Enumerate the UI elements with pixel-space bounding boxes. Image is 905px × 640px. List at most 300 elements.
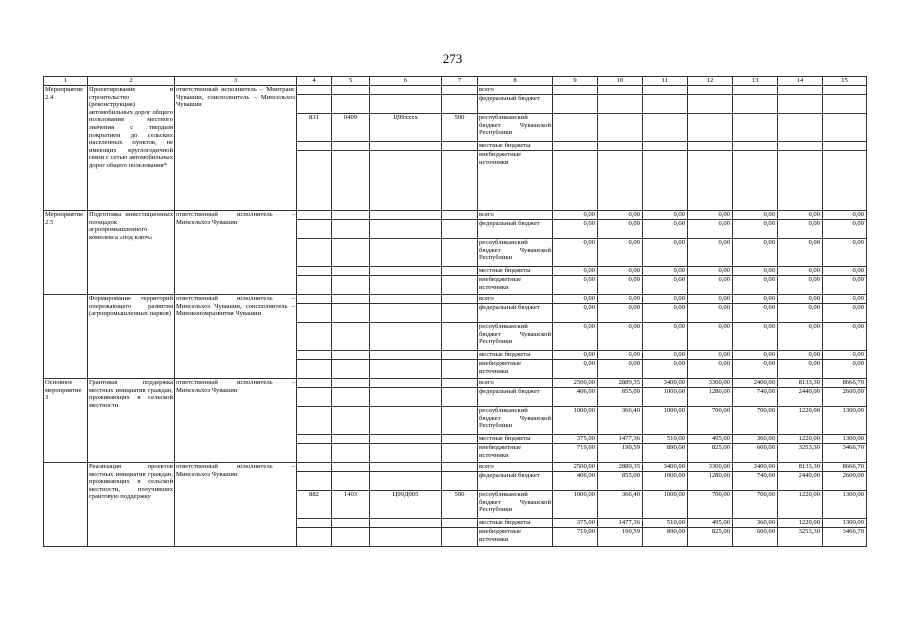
table-row (44, 211, 867, 220)
grbs-code-cell (297, 323, 332, 351)
section-code-cell (332, 360, 370, 379)
section-code-cell (332, 463, 370, 472)
target-article-cell (370, 220, 442, 239)
funding-source-cell: республиканский бюджет Чувашской Республики (478, 491, 553, 519)
funding-source-cell: всего (478, 86, 553, 95)
value-cell (688, 142, 733, 151)
column-number: 1 (44, 77, 88, 86)
funding-source-cell: местные бюджеты (478, 351, 553, 360)
grbs-code-cell (297, 528, 332, 547)
value-cell: 0,00 (598, 211, 643, 220)
value-cell: 0,00 (733, 360, 778, 379)
funding-source-cell: республиканский бюджет Чувашской Республики (478, 323, 553, 351)
expense-type-cell (442, 276, 478, 295)
expense-type-cell (442, 323, 478, 351)
value-cell: 890,00 (643, 528, 688, 547)
value-cell: 0,00 (733, 267, 778, 276)
section-code-cell (332, 86, 370, 95)
value-cell (733, 86, 778, 95)
value-cell: 8133,30 (778, 463, 823, 472)
value-cell: 740,00 (733, 472, 778, 491)
activity-name-cell: Реализация проектов местных инициатив граждан, проживающих в сельской местности, получивших грантовую поддержку (88, 463, 175, 547)
column-number: 7 (442, 77, 478, 86)
target-article-cell: Ц99Д005 (370, 491, 442, 519)
funding-source-cell: местные бюджеты (478, 267, 553, 276)
value-cell: 0,00 (553, 360, 598, 379)
value-cell: 0,00 (643, 276, 688, 295)
value-cell: 0,00 (688, 304, 733, 323)
value-cell: 700,00 (688, 491, 733, 519)
expense-type-cell (442, 95, 478, 114)
funding-source-cell: внебюджетные источники (478, 528, 553, 547)
value-cell: 0,00 (733, 351, 778, 360)
value-cell: 855,00 (598, 472, 643, 491)
section-code-cell: 1403 (332, 491, 370, 519)
grbs-code-cell (297, 472, 332, 491)
value-cell: 825,00 (688, 528, 733, 547)
value-cell: 0,00 (688, 220, 733, 239)
value-cell: 0,00 (778, 239, 823, 267)
grbs-code-cell (297, 86, 332, 95)
value-cell: 0,00 (553, 351, 598, 360)
value-cell: 1280,00 (688, 472, 733, 491)
value-cell: 8666,70 (823, 379, 867, 388)
value-cell: 3400,00 (643, 379, 688, 388)
value-cell (643, 114, 688, 142)
grbs-code-cell (297, 407, 332, 435)
section-code-cell (332, 95, 370, 114)
target-article-cell (370, 304, 442, 323)
value-cell (598, 114, 643, 142)
target-article-cell (370, 142, 442, 151)
section-code-cell (332, 220, 370, 239)
value-cell: 600,00 (733, 444, 778, 463)
value-cell: 8133,30 (778, 379, 823, 388)
value-cell: 2400,00 (733, 379, 778, 388)
column-number: 14 (778, 77, 823, 86)
value-cell: 1477,36 (598, 435, 643, 444)
value-cell: 719,00 (553, 528, 598, 547)
grbs-code-cell (297, 304, 332, 323)
column-number: 9 (553, 77, 598, 86)
value-cell: 0,00 (643, 239, 688, 267)
value-cell (823, 86, 867, 95)
value-cell: 855,00 (598, 388, 643, 407)
value-cell: 0,00 (643, 220, 688, 239)
value-cell (643, 86, 688, 95)
value-cell: 0,00 (778, 295, 823, 304)
value-cell: 375,00 (553, 519, 598, 528)
value-cell (823, 151, 867, 211)
activity-name-cell: Грантовая поддержка местных инициатив граждан, проживающих в сельской местности (88, 379, 175, 463)
value-cell: 0,00 (823, 211, 867, 220)
grbs-code-cell: 831 (297, 114, 332, 142)
value-cell (778, 151, 823, 211)
value-cell: 3466,70 (823, 444, 867, 463)
value-cell: 0,00 (778, 304, 823, 323)
value-cell: 0,00 (778, 360, 823, 379)
activity-status-cell: Мероприятие 2.5 (44, 211, 88, 295)
expense-type-cell (442, 142, 478, 151)
section-code-cell (332, 211, 370, 220)
value-cell: 0,00 (688, 323, 733, 351)
value-cell: 190,59 (598, 528, 643, 547)
column-number-row (44, 77, 867, 86)
value-cell: 0,00 (643, 267, 688, 276)
value-cell: 3300,00 (688, 463, 733, 472)
value-cell: 0,00 (598, 239, 643, 267)
value-cell: 0,00 (598, 323, 643, 351)
column-number: 12 (688, 77, 733, 86)
expense-type-cell (442, 151, 478, 211)
value-cell: 510,00 (643, 519, 688, 528)
value-cell: 0,00 (733, 295, 778, 304)
funding-source-cell: всего (478, 211, 553, 220)
target-article-cell (370, 211, 442, 220)
value-cell: 3466,70 (823, 528, 867, 547)
value-cell (823, 95, 867, 114)
section-code-cell (332, 472, 370, 491)
value-cell: 1300,00 (823, 491, 867, 519)
column-number: 4 (297, 77, 332, 86)
executor-cell: ответственный исполнитель – Минсельхоз Чувашии (175, 463, 297, 547)
target-article-cell (370, 95, 442, 114)
value-cell: 0,00 (688, 351, 733, 360)
value-cell: 406,00 (553, 472, 598, 491)
value-cell: 0,00 (598, 267, 643, 276)
value-cell: 0,00 (598, 351, 643, 360)
value-cell (733, 142, 778, 151)
value-cell: 0,00 (778, 276, 823, 295)
value-cell: 406,00 (553, 388, 598, 407)
value-cell: 360,00 (733, 435, 778, 444)
section-code-cell (332, 142, 370, 151)
grbs-code-cell (297, 151, 332, 211)
section-code-cell (332, 295, 370, 304)
funding-source-cell: всего (478, 463, 553, 472)
value-cell: 0,00 (643, 295, 688, 304)
column-number: 13 (733, 77, 778, 86)
grbs-code-cell (297, 435, 332, 444)
value-cell: 0,00 (643, 211, 688, 220)
funding-source-cell: федеральный бюджет (478, 304, 553, 323)
target-article-cell (370, 379, 442, 388)
funding-source-cell: федеральный бюджет (478, 388, 553, 407)
expense-type-cell (442, 463, 478, 472)
value-cell: 495,00 (688, 435, 733, 444)
funding-source-cell: местные бюджеты (478, 519, 553, 528)
value-cell: 1220,00 (778, 407, 823, 435)
column-number: 11 (643, 77, 688, 86)
grbs-code-cell (297, 444, 332, 463)
value-cell: 700,00 (688, 407, 733, 435)
value-cell (688, 86, 733, 95)
value-cell: 360,00 (733, 519, 778, 528)
value-cell: 1000,00 (553, 491, 598, 519)
value-cell: 3400,00 (643, 463, 688, 472)
value-cell: 2600,00 (823, 388, 867, 407)
grbs-code-cell (297, 360, 332, 379)
value-cell: 0,00 (733, 211, 778, 220)
value-cell: 0,00 (688, 267, 733, 276)
value-cell: 0,00 (553, 276, 598, 295)
section-code-cell (332, 151, 370, 211)
value-cell: 0,00 (643, 323, 688, 351)
target-article-cell (370, 86, 442, 95)
funding-source-cell: федеральный бюджет (478, 95, 553, 114)
funding-source-cell: местные бюджеты (478, 142, 553, 151)
grbs-code-cell (297, 211, 332, 220)
target-article-cell: Ц99xxxx (370, 114, 442, 142)
column-number: 8 (478, 77, 553, 86)
value-cell (823, 114, 867, 142)
value-cell: 510,00 (643, 435, 688, 444)
funding-source-cell: всего (478, 379, 553, 388)
section-code-cell (332, 407, 370, 435)
value-cell: 1000,00 (553, 407, 598, 435)
section-code-cell (332, 239, 370, 267)
column-number: 3 (175, 77, 297, 86)
value-cell: 0,00 (733, 239, 778, 267)
section-code-cell (332, 267, 370, 276)
funding-source-cell: всего (478, 295, 553, 304)
value-cell (778, 95, 823, 114)
value-cell: 1220,00 (778, 519, 823, 528)
target-article-cell (370, 239, 442, 267)
activity-status-cell: Мероприятие 2.4 (44, 86, 88, 211)
value-cell: 1000,00 (643, 407, 688, 435)
value-cell: 0,00 (553, 211, 598, 220)
value-cell: 0,00 (733, 220, 778, 239)
value-cell (778, 86, 823, 95)
value-cell: 0,00 (553, 239, 598, 267)
value-cell: 1220,00 (778, 491, 823, 519)
grbs-code-cell (297, 142, 332, 151)
value-cell: 0,00 (688, 276, 733, 295)
value-cell: 0,00 (778, 211, 823, 220)
value-cell: 1220,00 (778, 435, 823, 444)
column-number: 15 (823, 77, 867, 86)
value-cell: 190,59 (598, 444, 643, 463)
value-cell: 2600,00 (823, 472, 867, 491)
value-cell: 0,00 (553, 267, 598, 276)
section-code-cell (332, 351, 370, 360)
value-cell: 0,00 (778, 323, 823, 351)
expense-type-cell (442, 304, 478, 323)
value-cell: 0,00 (553, 304, 598, 323)
column-number: 10 (598, 77, 643, 86)
funding-source-cell: федеральный бюджет (478, 220, 553, 239)
expense-type-cell (442, 435, 478, 444)
expense-type-cell (442, 220, 478, 239)
value-cell: 8666,70 (823, 463, 867, 472)
funding-source-cell: республиканский бюджет Чувашской Республики (478, 239, 553, 267)
target-article-cell (370, 407, 442, 435)
grbs-code-cell (297, 463, 332, 472)
value-cell: 0,00 (823, 220, 867, 239)
value-cell: 740,00 (733, 388, 778, 407)
value-cell (553, 151, 598, 211)
value-cell (553, 114, 598, 142)
grbs-code-cell (297, 388, 332, 407)
table-row (44, 86, 867, 95)
section-code-cell: 0409 (332, 114, 370, 142)
expense-type-cell (442, 211, 478, 220)
section-code-cell (332, 323, 370, 351)
section-code-cell (332, 388, 370, 407)
target-article-cell (370, 151, 442, 211)
section-code-cell (332, 435, 370, 444)
funding-source-cell: внебюджетные источники (478, 151, 553, 211)
value-cell: 0,00 (823, 351, 867, 360)
section-code-cell (332, 519, 370, 528)
expense-type-cell (442, 86, 478, 95)
value-cell: 366,40 (598, 407, 643, 435)
funding-source-cell: внебюджетные источники (478, 360, 553, 379)
expense-type-cell (442, 267, 478, 276)
value-cell: 1300,00 (823, 435, 867, 444)
grbs-code-cell (297, 276, 332, 295)
value-cell: 2500,00 (553, 379, 598, 388)
expense-type-cell: 500 (442, 114, 478, 142)
value-cell (598, 95, 643, 114)
value-cell: 0,00 (733, 276, 778, 295)
value-cell: 495,00 (688, 519, 733, 528)
target-article-cell (370, 388, 442, 407)
expense-type-cell (442, 388, 478, 407)
value-cell: 0,00 (823, 360, 867, 379)
table-row (44, 463, 867, 472)
value-cell (553, 95, 598, 114)
value-cell: 0,00 (598, 220, 643, 239)
executor-cell: ответственный исполнитель – Минтранс Чувашии, соисполнитель – Минсельхоз Чувашии (175, 86, 297, 211)
funding-source-cell: местные бюджеты (478, 435, 553, 444)
expense-type-cell (442, 519, 478, 528)
grbs-code-cell: 882 (297, 491, 332, 519)
budget-table (43, 76, 867, 547)
target-article-cell (370, 276, 442, 295)
column-number: 5 (332, 77, 370, 86)
value-cell (643, 142, 688, 151)
value-cell: 0,00 (553, 323, 598, 351)
value-cell (778, 142, 823, 151)
value-cell: 0,00 (823, 276, 867, 295)
target-article-cell (370, 360, 442, 379)
target-article-cell (370, 295, 442, 304)
target-article-cell (370, 472, 442, 491)
value-cell: 366,40 (598, 491, 643, 519)
funding-source-cell: внебюджетные источники (478, 444, 553, 463)
grbs-code-cell (297, 351, 332, 360)
value-cell: 3300,00 (688, 379, 733, 388)
value-cell (598, 151, 643, 211)
activity-status-cell (44, 295, 88, 379)
value-cell (688, 114, 733, 142)
value-cell: 1000,00 (643, 472, 688, 491)
section-code-cell (332, 304, 370, 323)
funding-source-cell: республиканский бюджет Чувашской Республики (478, 407, 553, 435)
value-cell: 1477,36 (598, 519, 643, 528)
value-cell: 0,00 (823, 295, 867, 304)
value-cell: 0,00 (688, 360, 733, 379)
grbs-code-cell (297, 295, 332, 304)
value-cell: 0,00 (823, 239, 867, 267)
value-cell (688, 95, 733, 114)
target-article-cell (370, 444, 442, 463)
target-article-cell (370, 351, 442, 360)
value-cell: 1000,00 (643, 491, 688, 519)
value-cell: 0,00 (733, 323, 778, 351)
value-cell: 0,00 (688, 211, 733, 220)
grbs-code-cell (297, 95, 332, 114)
value-cell: 0,00 (688, 239, 733, 267)
value-cell: 0,00 (643, 351, 688, 360)
value-cell: 825,00 (688, 444, 733, 463)
column-number: 6 (370, 77, 442, 86)
value-cell: 0,00 (823, 304, 867, 323)
expense-type-cell (442, 351, 478, 360)
value-cell (643, 151, 688, 211)
expense-type-cell (442, 472, 478, 491)
value-cell: 2440,00 (778, 472, 823, 491)
value-cell: 0,00 (598, 360, 643, 379)
value-cell (823, 142, 867, 151)
value-cell: 2400,00 (733, 463, 778, 472)
expense-type-cell (442, 295, 478, 304)
value-cell: 700,00 (733, 491, 778, 519)
value-cell (553, 142, 598, 151)
value-cell: 0,00 (598, 276, 643, 295)
value-cell (733, 114, 778, 142)
target-article-cell (370, 463, 442, 472)
target-article-cell (370, 267, 442, 276)
section-code-cell (332, 276, 370, 295)
expense-type-cell (442, 444, 478, 463)
expense-type-cell (442, 360, 478, 379)
expense-type-cell (442, 407, 478, 435)
value-cell: 0,00 (643, 304, 688, 323)
value-cell: 1300,00 (823, 407, 867, 435)
grbs-code-cell (297, 379, 332, 388)
value-cell (553, 86, 598, 95)
value-cell (598, 86, 643, 95)
grbs-code-cell (297, 267, 332, 276)
value-cell: 700,00 (733, 407, 778, 435)
value-cell: 2889,35 (598, 379, 643, 388)
value-cell: 0,00 (778, 220, 823, 239)
target-article-cell (370, 323, 442, 351)
column-number: 2 (88, 77, 175, 86)
target-article-cell (370, 435, 442, 444)
value-cell: 2500,00 (553, 463, 598, 472)
value-cell: 0,00 (778, 267, 823, 276)
activity-name-cell: Формирование территорий опережающего развития (агропромышленных парков) (88, 295, 175, 379)
activity-status-cell (44, 463, 88, 547)
value-cell (643, 95, 688, 114)
section-code-cell (332, 528, 370, 547)
value-cell (598, 142, 643, 151)
target-article-cell (370, 519, 442, 528)
page-number: 273 (442, 51, 463, 66)
value-cell: 3253,30 (778, 528, 823, 547)
value-cell: 1000,00 (643, 388, 688, 407)
value-cell: 0,00 (598, 295, 643, 304)
value-cell: 0,00 (643, 360, 688, 379)
value-cell: 890,00 (643, 444, 688, 463)
executor-cell: ответственный исполнитель – Минсельхоз Чувашии (175, 379, 297, 463)
executor-cell: ответственный исполнитель – Минсельхоз Чувашии, соисполнитель – Минэкономразвития Чувашии (175, 295, 297, 379)
value-cell: 2889,35 (598, 463, 643, 472)
